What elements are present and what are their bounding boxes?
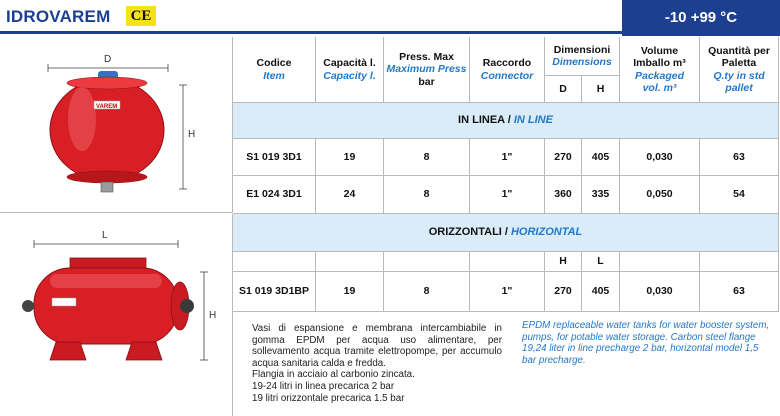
horizontal-tank-panel: [0, 214, 233, 416]
vertical-tank-drawing: [0, 37, 232, 213]
subheader-dim-h: H: [545, 252, 582, 272]
row3-capacity: 19: [316, 272, 384, 312]
left-foot-icon: [50, 342, 86, 360]
threaded-connector-icon: [101, 182, 113, 192]
row2-volume: 0,050: [620, 176, 700, 214]
header-volume-en: Packaged: [634, 69, 685, 82]
header-qty-en2: pallet: [725, 81, 753, 94]
header-pressure-en: Maximum Press: [386, 63, 467, 76]
dimension-label-h-2: H: [209, 310, 217, 321]
header-capacity-en: Capacity l.: [323, 69, 376, 82]
vertical-tank-panel: [0, 37, 233, 213]
header-dimensions-it: Dimensioni: [553, 43, 611, 56]
subheader-empty-1: [233, 252, 316, 272]
row3-volume: 0,030: [620, 272, 700, 312]
subheader-empty-4: [470, 252, 545, 272]
row2-pressure: 8: [384, 176, 470, 214]
row3-code: S1 019 3D1BP: [233, 272, 316, 312]
right-foot-icon: [126, 342, 162, 360]
header-dim-h: H: [582, 76, 620, 103]
subheader-empty-6: [700, 252, 779, 272]
row1-dim1: 270: [545, 139, 582, 176]
header-qty: [700, 37, 779, 103]
row2-qty: 54: [700, 176, 779, 214]
dimension-label-l: L: [102, 230, 108, 241]
header-dim-d: D: [545, 76, 582, 103]
section-horizontal-label-it: ORIZZONTALI /: [428, 226, 508, 239]
subheader-empty-2: [316, 252, 384, 272]
row3-connector: 1": [470, 272, 545, 312]
temperature-range-badge: -10 +99 °C: [622, 0, 780, 36]
subheader-empty-5: [620, 252, 700, 272]
header-qty-it: Quantità per: [708, 45, 770, 58]
header-connector: [470, 37, 545, 103]
row3-dim1: 270: [545, 272, 582, 312]
section-horizontal-label-en: HORIZONTAL: [510, 226, 583, 239]
header-qty-it2: Paletta: [721, 57, 757, 70]
header-connector-it: Raccordo: [482, 57, 532, 70]
description-english: EPDM replaceable water tanks for water booster system, pumps, for potable water storage. Carbon steel flange 19,24 liter in line precharge 2 bar, horizontal model 1,5 bar precharge.: [522, 320, 770, 366]
description-it-line3: 19 litri orizzontale precarica 1.5 bar: [252, 392, 405, 404]
section-inline-label-en: IN LINE: [513, 114, 553, 127]
product-title: IDROVAREM: [6, 7, 111, 26]
vertical-tank-body: [50, 79, 164, 181]
header-capacity-it: Capacità l.: [323, 57, 376, 70]
row1-volume: 0,030: [620, 139, 700, 176]
row1-qty: 63: [700, 139, 779, 176]
dimension-label-d: D: [104, 54, 112, 65]
row2-dim1: 360: [545, 176, 582, 214]
ce-mark-icon: CE: [126, 6, 156, 26]
row2-dim2: 335: [582, 176, 620, 214]
header-code-en: Item: [263, 69, 285, 82]
header-dimensions: [545, 37, 620, 76]
header-volume-en2: vol. m³: [642, 81, 677, 94]
row2-capacity: 24: [316, 176, 384, 214]
section-inline-band: [233, 103, 779, 139]
header-dimensions-en: Dimensions: [552, 56, 612, 68]
header-pressure: [384, 37, 470, 103]
row1-connector: 1": [470, 139, 545, 176]
brand-label-text: VAREM: [96, 104, 118, 110]
header-volume-it2: Imballo m³: [633, 57, 686, 70]
row1-pressure: 8: [384, 139, 470, 176]
row1-code: S1 019 3D1: [233, 139, 316, 176]
row3-qty: 63: [700, 272, 779, 312]
section-inline-label-it: IN LINEA /: [458, 114, 511, 127]
header-volume-it: Volume: [640, 45, 679, 58]
subheader-empty-3: [384, 252, 470, 272]
air-valve-icon: [22, 300, 34, 312]
row2-code: E1 024 3D1: [233, 176, 316, 214]
header-capacity: [316, 37, 384, 103]
description-it-line1: Flangia in acciaio al carbonio zincata.: [252, 369, 415, 381]
brand-label-icon-2: [52, 298, 76, 306]
header-connector-en: Connector: [480, 69, 534, 82]
dimension-label-h: H: [188, 129, 196, 140]
row3-dim2: 405: [582, 272, 620, 312]
header-pressure-unit: bar: [418, 75, 435, 88]
description-italian: [252, 323, 502, 404]
header-qty-en: Q.ty in std: [713, 69, 765, 82]
end-flange-icon: [180, 299, 194, 313]
row2-connector: 1": [470, 176, 545, 214]
section-horizontal-band: [233, 214, 779, 252]
row3-pressure: 8: [384, 272, 470, 312]
header-pressure-it: Press. Max: [399, 51, 454, 64]
row1-dim2: 405: [582, 139, 620, 176]
header-volume: [620, 37, 700, 103]
horizontal-tank-drawing: [0, 214, 232, 416]
header-code: [233, 37, 316, 103]
subheader-dim-l: L: [582, 252, 620, 272]
description-it-paragraph: Vasi di espansione e membrana intercambiabile in gomma EPDM per acqua uso alimentare, per sollevamento acqua tramite elettropompe, per accumulo acqua sanitaria calda e fredda.: [252, 323, 502, 369]
header-code-it: Codice: [256, 57, 292, 70]
row1-capacity: 19: [316, 139, 384, 176]
description-it-line2: 19-24 litri in linea precarica 2 bar: [252, 380, 395, 392]
